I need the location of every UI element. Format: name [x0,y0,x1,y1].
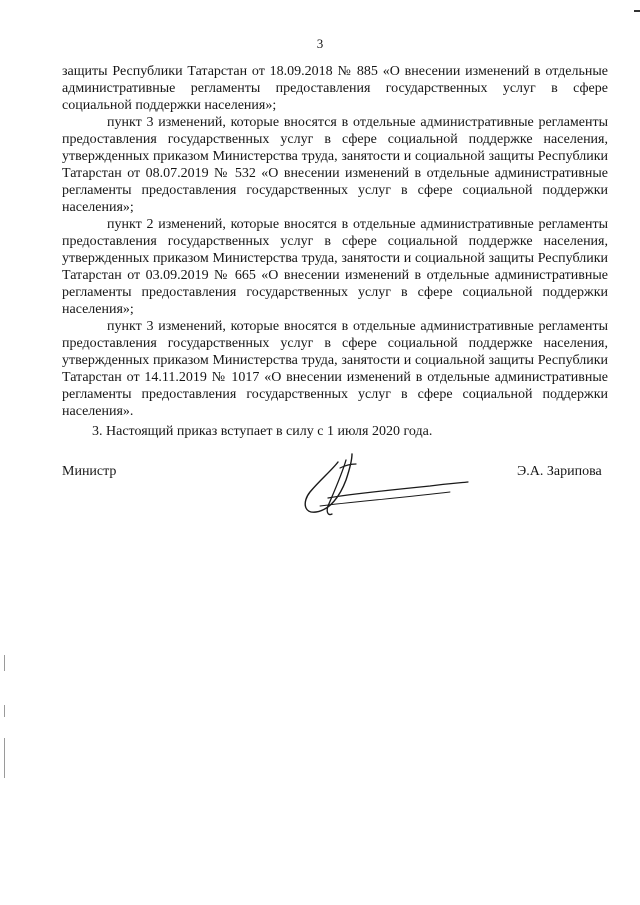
handwritten-signature [280,440,480,530]
paragraph-clause: 3. Настоящий приказ вступает в силу с 1 июля 2020 года. [92,424,433,439]
scan-edge-mark [4,738,5,778]
paragraph-item: пункт 2 изменений, которые вносятся в отдельные административные регламенты предоставления государственных услуг в сфере социальной поддержке населения, утвержденных приказом Министерства труда, занятости и социальной защиты Республики Татарстан от 03.09.2019 № 665 «О внесении изменений в отдельные административные регламенты предоставления государственных услуг в сфере социальной поддержки населения»; [62,217,608,317]
scan-edge-mark [4,705,5,717]
paragraph-item: пункт 3 изменений, которые вносятся в отдельные административные регламенты предоставления государственных услуг в сфере социальной поддержке населения, утвержденных приказом Министерства труда, занятости и социальной защиты Республики Татарстан от 14.11.2019 № 1017 «О внесении изменений в отдельные административные регламенты предоставления государственных услуг в сфере социальной поддержки населения». [62,319,608,419]
page-number: 3 [316,36,324,51]
document-body [62,63,608,440]
paragraph-continuation: защиты Республики Татарстан от 18.09.2018 № 885 «О внесении изменений в отдельные административные регламенты предоставления государственных услуг в сфере социальной поддержки населения»; [62,64,608,113]
signer-position: Министр [62,464,117,479]
scan-edge-mark [4,655,5,671]
signer-name: Э.А. Зарипова [517,464,602,479]
corner-mark [634,10,640,12]
paragraph-item: пункт 3 изменений, которые вносятся в отдельные административные регламенты предоставления государственных услуг в сфере социальной поддержке населения, утвержденных приказом Министерства труда, занятости и социальной защиты Республики Татарстан от 08.07.2019 № 532 «О внесении изменений в отдельные административные регламенты предоставления государственных услуг в сфере социальной поддержки населения»; [62,115,608,215]
